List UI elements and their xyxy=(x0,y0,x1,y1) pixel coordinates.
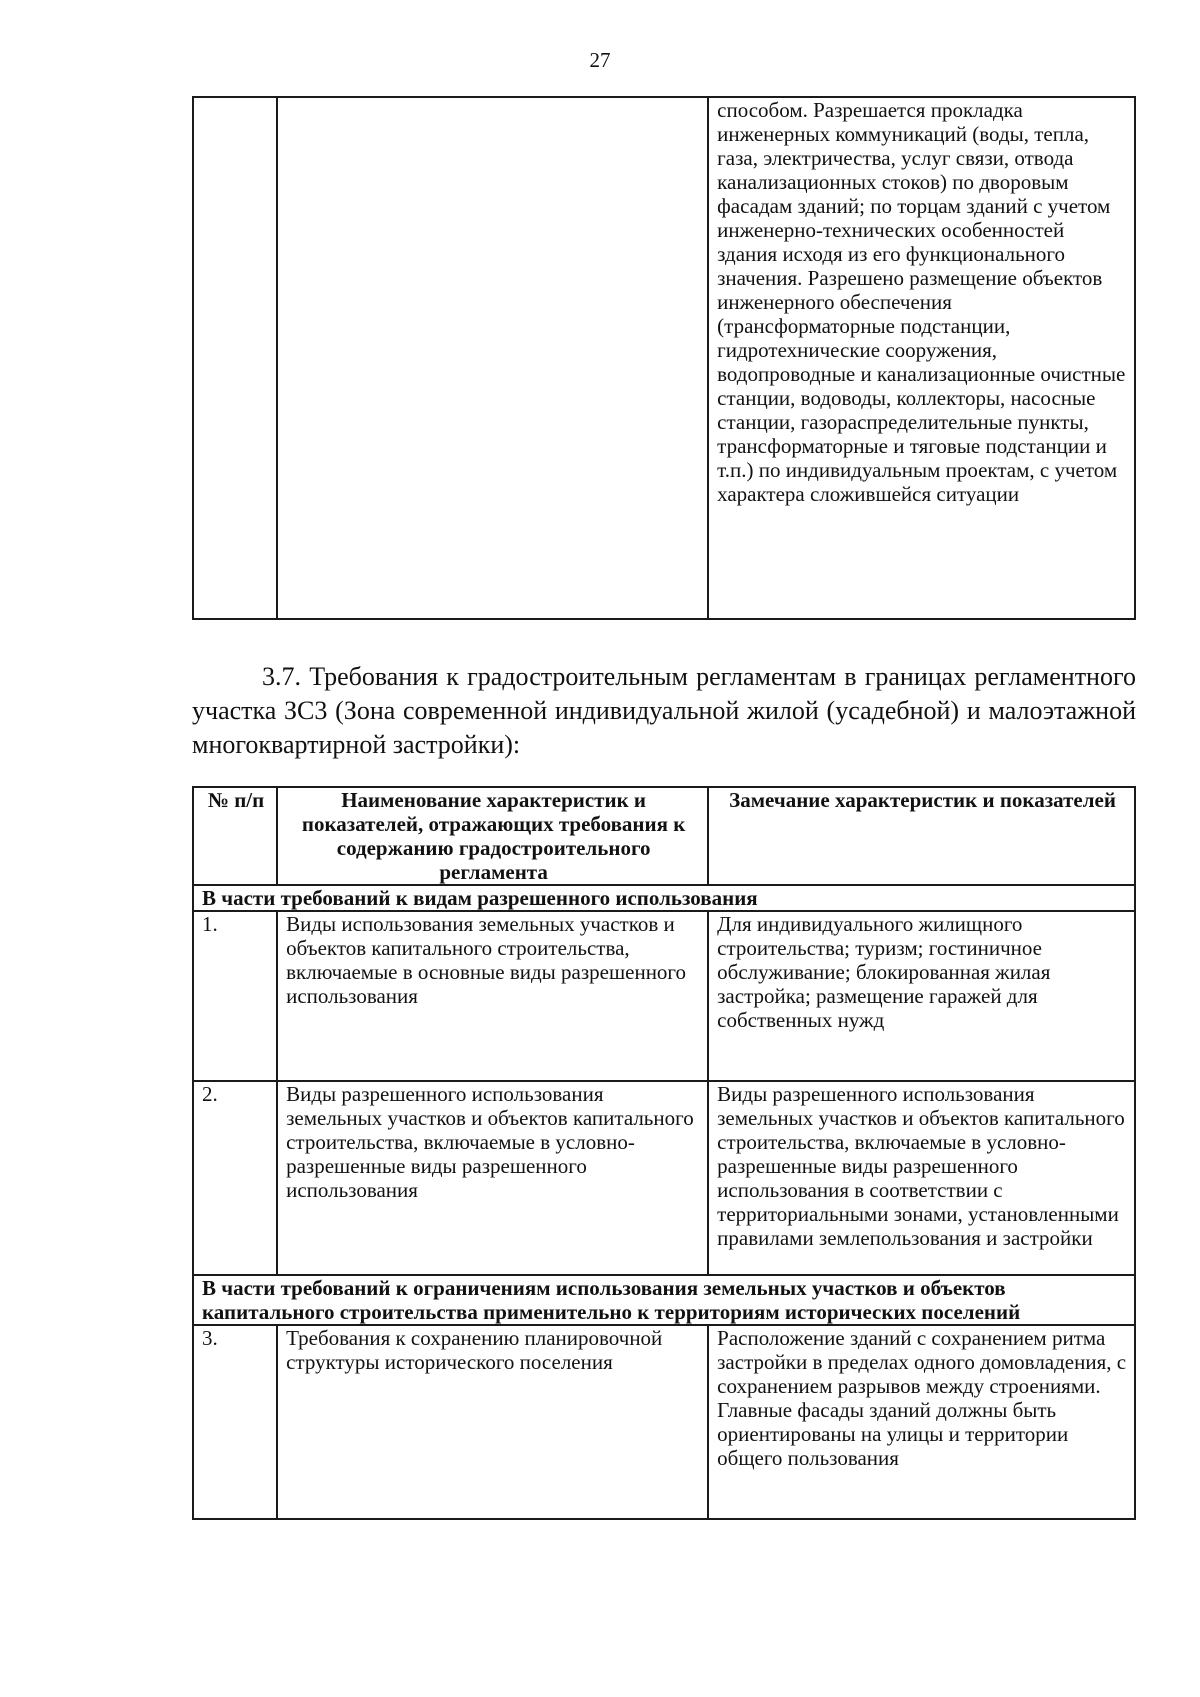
section-title: В части требований к видам разрешенного использования xyxy=(193,885,1135,911)
row-name: Виды использования земельных участков и объектов капитального строительства, включаемые в основные виды разрешенного использования xyxy=(277,911,708,1081)
continuation-table xyxy=(192,96,1136,620)
row-note: Виды разрешенного использования земельных участков и объектов капитального строительства, включаемые в условно-разрешенные виды разрешенного использования в соответствии с территориальными зонами, установленными правилами землепользования и застройки xyxy=(708,1081,1135,1275)
table-row xyxy=(193,911,1135,1081)
row-number: 3. xyxy=(193,1325,277,1519)
table-row xyxy=(193,1081,1135,1275)
page-number: 27 xyxy=(589,48,611,72)
table-row xyxy=(193,1325,1135,1519)
section-heading: 3.7. Требования к градостроительным регламентам в границах регламентного участка ЗС3 (Зона современной индивидуальной жилой (усадебной) и малоэтажной многоквартирной застройки): xyxy=(192,662,1136,759)
row-name: Виды разрешенного использования земельных участков и объектов капитального строительства, включаемые в условно-разрешенные виды разрешенного использования xyxy=(277,1081,708,1275)
row-note: Для индивидуального жилищного строительства; туризм; гостиничное обслуживание; блокированная жилая застройка; размещение гаражей для собственных нужд xyxy=(708,911,1135,1081)
empty-cell xyxy=(277,97,708,619)
section-row-historic-limits xyxy=(193,1275,1135,1325)
regulations-table xyxy=(192,786,1136,1520)
section-row-permitted-use xyxy=(193,885,1135,911)
header-name: Наименование характеристик и показателей, отражающих требования к содержанию градостроительного регламента xyxy=(277,787,708,885)
row-number: 1. xyxy=(193,911,277,1081)
section-title: В части требований к ограничениям использования земельных участков и объектов капитального строительства применительно к территориям исторических поселений xyxy=(193,1275,1135,1325)
continuation-text: способом. Разрешается прокладка инженерных коммуникаций (воды, тепла, газа, электричества, услуг связи, отвода канализационных стоков) по дворовым фасадам зданий; по торцам зданий с учетом инженерно-технических особенностей здания исходя из его функционального значения. Разрешено размещение объектов инженерного обеспечения (трансформаторные подстанции, гидротехнические сооружения, водопроводные и канализационные очистные станции, водоводы, коллекторы, насосные станции, газораспределительные пункты, трансформаторные и тяговые подстанции и т.п.) по индивидуальным проектам, с учетом характера сложившейся ситуации xyxy=(708,97,1135,619)
header-note: Замечание характеристик и показателей xyxy=(708,787,1135,885)
row-name: Требования к сохранению планировочной структуры исторического поселения xyxy=(277,1325,708,1519)
table-row xyxy=(193,97,1135,619)
row-note: Расположение зданий с сохранением ритма застройки в пределах одного домовладения, с сохранением разрывов между строениями. Главные фасады зданий должны быть ориентированы на улицы и территории общего пользования xyxy=(708,1325,1135,1519)
empty-cell xyxy=(193,97,277,619)
table-header-row xyxy=(193,787,1135,885)
header-number: № п/п xyxy=(193,787,277,885)
row-number: 2. xyxy=(193,1081,277,1275)
